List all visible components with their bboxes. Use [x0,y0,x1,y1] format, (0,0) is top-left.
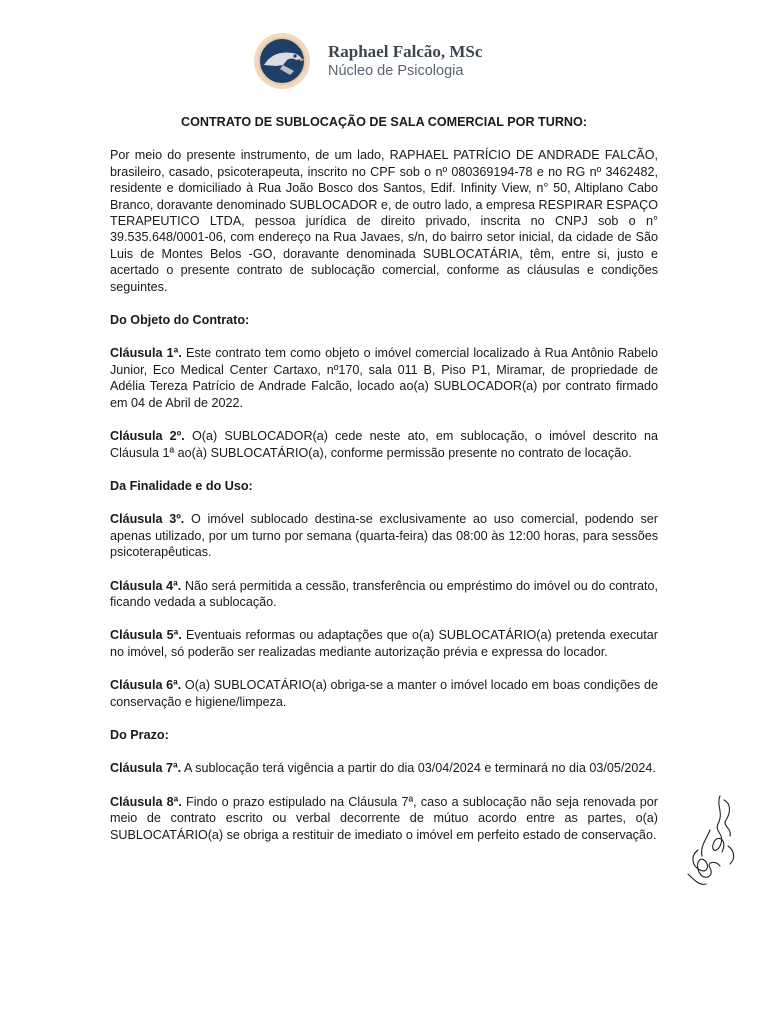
header-logo [250,30,510,92]
clause-text: O imóvel sublocado destina-se exclusivamente ao uso comercial, podendo ser apenas utilizado, por um turno por semana (quarta-feira) das 08:00 às 12:00 horas, para sessões psicoterapêuticas. [110,512,659,560]
clause-label: Cláusula 3º. [110,512,185,527]
logo-subtitle: Núcleo de Psicologia [328,63,464,79]
section-heading-objeto: Do Objeto do Contrato: [110,313,250,328]
clause-label: Cláusula 6ª. [110,678,182,693]
handwritten-signature [680,790,744,890]
clause-label: Cláusula 5ª. [110,628,182,643]
section-heading-finalidade: Da Finalidade e do Uso: [110,478,253,493]
clause-label: Cláusula 8ª. [110,794,182,809]
logo-text [328,42,482,80]
clause-label: Cláusula 1ª. [110,346,182,361]
clause-3 [110,511,658,560]
clause-2 [110,428,658,461]
clause-4 [110,578,658,611]
clause-1 [110,345,658,411]
clause-text: Eventuais reformas ou adaptações que o(a) SUBLOCATÁRIO(a) pretenda executar no imóvel, só poderão ser realizadas mediante autorização prévia e expressa do locador. [110,628,659,659]
clause-8 [110,794,658,843]
clause-text: Findo o prazo estipulado na Cláusula 7ª, caso a sublocação não seja renovada por meio de contrato escrito ou verbal decorrente de mútuo acordo entre as partes, o(a) SUBLOCATÁRIO(a) se obriga a restituir de imediato o imóvel em perfeito estado de conservação. [110,794,658,842]
logo-name: Raphael Falcão, MSc [328,42,483,61]
section-heading-prazo: Do Prazo: [110,727,169,742]
intro-paragraph: Por meio do presente instrumento, de um lado, RAPHAEL PATRÍCIO DE ANDRADE FALCÃO, brasileiro, casado, psicoterapeuta, inscrito no CPF sob o nº 080369194-78 e no RG nº 3462482, residente e domiciliado à Rua João Bosco dos Santos, Edif. Infinity View, n° 50, Altiplano Cabo Branco, doravante denominado SUBLOCADOR e, de outro lado, a empresa RESPIRAR ESPAÇO TERAPEUTICO LTDA, pessoa jurídica de direito privado, inscrita no CNPJ sob o n° 39.535.648/0001-06, com endereço na Rua Javaes, s/n, do bairro setor inicial, da cidade de São Luis de Montes Belos -GO, doravante denominada SUBLOCATÁRIA, têm, entre si, justo e acertado o presente contrato de sublocação comercial, conforme as cláusulas e condições seguintes. [110,148,658,294]
clause-6 [110,677,658,710]
clause-label: Cláusula 2º. [110,429,185,444]
clause-text: Não será permitida a cessão, transferência ou empréstimo do imóvel ou do contrato, ficando vedada a sublocação. [110,578,658,609]
clause-7 [110,760,658,776]
clause-text: Este contrato tem como objeto o imóvel comercial localizado à Rua Antônio Rabelo Junior, Eco Medical Center Cartaxo, nº170, sala 011 B, Piso P1, Miramar, de propriedade de Adélia Tereza Patrício de Andrade Falcão, locado ao(a) SUBLOCADOR(a) por contrato firmado em 04 de Abril de 2022. [110,346,658,410]
clause-text: O(a) SUBLOCADOR(a) cede neste ato, em sublocação, o imóvel descrito na Cláusula 1ª ao(à) SUBLOCATÁRIO(a), conforme permissão presente no contrato de locação. [110,429,659,460]
clause-5 [110,627,658,660]
clause-text: O(a) SUBLOCATÁRIO(a) obriga-se a manter o imóvel locado em boas condições de conservação e higiene/limpeza. [110,678,658,709]
contract-title: CONTRATO DE SUBLOCAÇÃO DE SALA COMERCIAL POR TURNO: [180,115,588,129]
clause-text: A sublocação terá vigência a partir do dia 03/04/2024 e terminará no dia 03/05/2024. [181,761,656,776]
contract-body [110,114,658,860]
clause-label: Cláusula 4ª. [110,578,182,593]
falcon-logo-icon [250,31,314,91]
clause-label: Cláusula 7ª. [110,761,182,776]
